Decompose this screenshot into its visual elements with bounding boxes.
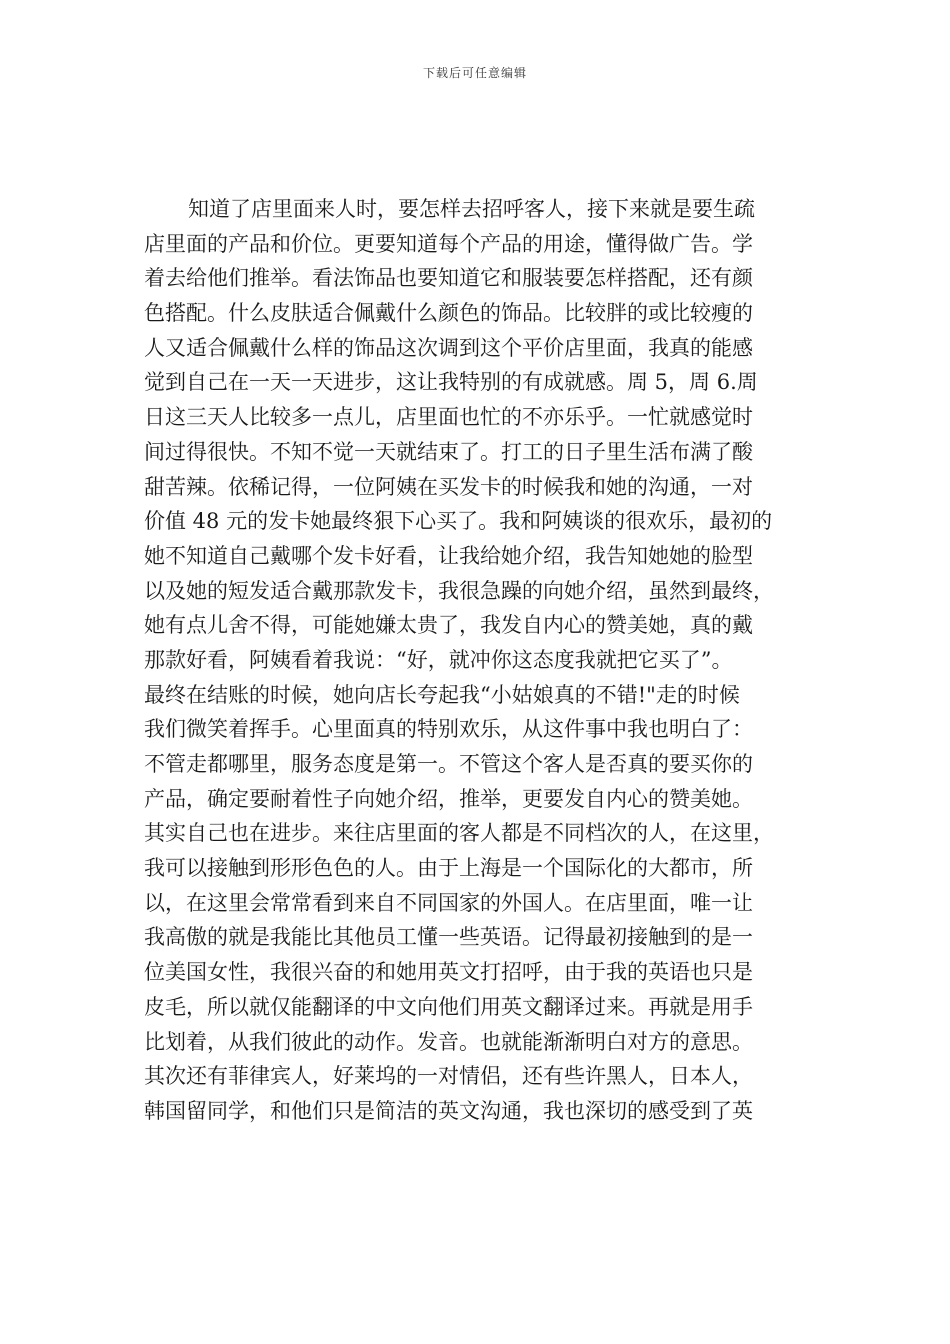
text-line: 产品，确定要耐着性子向她介绍，推举，更要发自内心的赞美她。 <box>144 786 753 811</box>
text-line: 我高傲的就是我能比其他员工懂一些英语。记得最初接触到的是一 <box>144 925 753 950</box>
text-line: 比划着，从我们彼此的动作。发音。也就能渐渐明白对方的意思。 <box>144 1029 753 1054</box>
text-line: 其实自己也在进步。来往店里面的客人都是不同档次的人，在这里， <box>144 821 774 846</box>
text-line: 以及她的短发适合戴那款发卡，我很急躁的向她介绍，虽然到最终， <box>144 578 774 603</box>
document-body <box>144 192 824 1129</box>
text-line: 最终在结账的时候，她向店长夸起我“小姑娘真的不错!"走的时候 <box>144 682 740 707</box>
text-line: 人又适合佩戴什么样的饰品这次调到这个平价店里面，我真的能感 <box>144 335 753 360</box>
text-line: 价值 48 元的发卡她最终狠下心买了。我和阿姨谈的很欢乐，最初的 <box>144 509 773 534</box>
text-line: 日这三天人比较多一点儿，店里面也忙的不亦乐乎。一忙就感觉时 <box>144 405 753 430</box>
text-line: 店里面的产品和价位。更要知道每个产品的用途，懂得做广告。学 <box>144 231 753 256</box>
page-header: 下载后可任意编辑 <box>422 66 527 80</box>
text-line: 不管走都哪里，服务态度是第一。不管这个客人是否真的要买你的 <box>144 752 753 776</box>
text-line: 知道了店里面来人时，要怎样去招呼客人，接下来就是要生疏 <box>188 197 755 221</box>
text-line: 我可以接触到形形色色的人。由于上海是一个国际化的大都市，所 <box>144 856 753 881</box>
text-line: 位美国女性，我很兴奋的和她用英文打招呼，由于我的英语也只是 <box>144 960 753 985</box>
text-line: 以，在这里会常常看到来自不同国家的外国人。在店里面，唯一让 <box>144 890 753 915</box>
text-line: 她不知道自己戴哪个发卡好看，让我给她介绍，我告知她她的脸型 <box>144 543 753 568</box>
text-line: 韩国留同学，和他们只是简洁的英文沟通，我也深切的感受到了英 <box>144 1098 753 1123</box>
text-line: 甜苦辣。依稀记得，一位阿姨在买发卡的时候我和她的沟通，一对 <box>144 474 753 499</box>
text-line: 觉到自己在一天一天进步，这让我特别的有成就感。周 5，周 6.周 <box>144 370 758 395</box>
text-line: 间过得很快。不知不觉一天就结束了。打工的日子里生活布满了酸 <box>144 439 753 464</box>
text-line: 着去给他们推举。看法饰品也要知道它和服装要怎样搭配，还有颜 <box>144 266 753 291</box>
text-line: 她有点儿舍不得，可能她嫌太贵了，我发自内心的赞美她，真的戴 <box>144 613 753 638</box>
text-line: 皮毛，所以就仅能翻译的中文向他们用英文翻译过来。再就是用手 <box>144 994 753 1019</box>
text-line: 那款好看，阿姨看着我说：“好，就冲你这态度我就把它买了”。 <box>144 647 733 672</box>
text-line: 我们微笑着挥手。心里面真的特别欢乐，从这件事中我也明白了： <box>144 717 753 742</box>
text-line: 色搭配。什么皮肤适合佩戴什么颜色的饰品。比较胖的或比较瘦的 <box>144 301 753 326</box>
text-line: 其次还有菲律宾人，好莱坞的一对情侣，还有些许黑人，日本人， <box>144 1064 753 1089</box>
